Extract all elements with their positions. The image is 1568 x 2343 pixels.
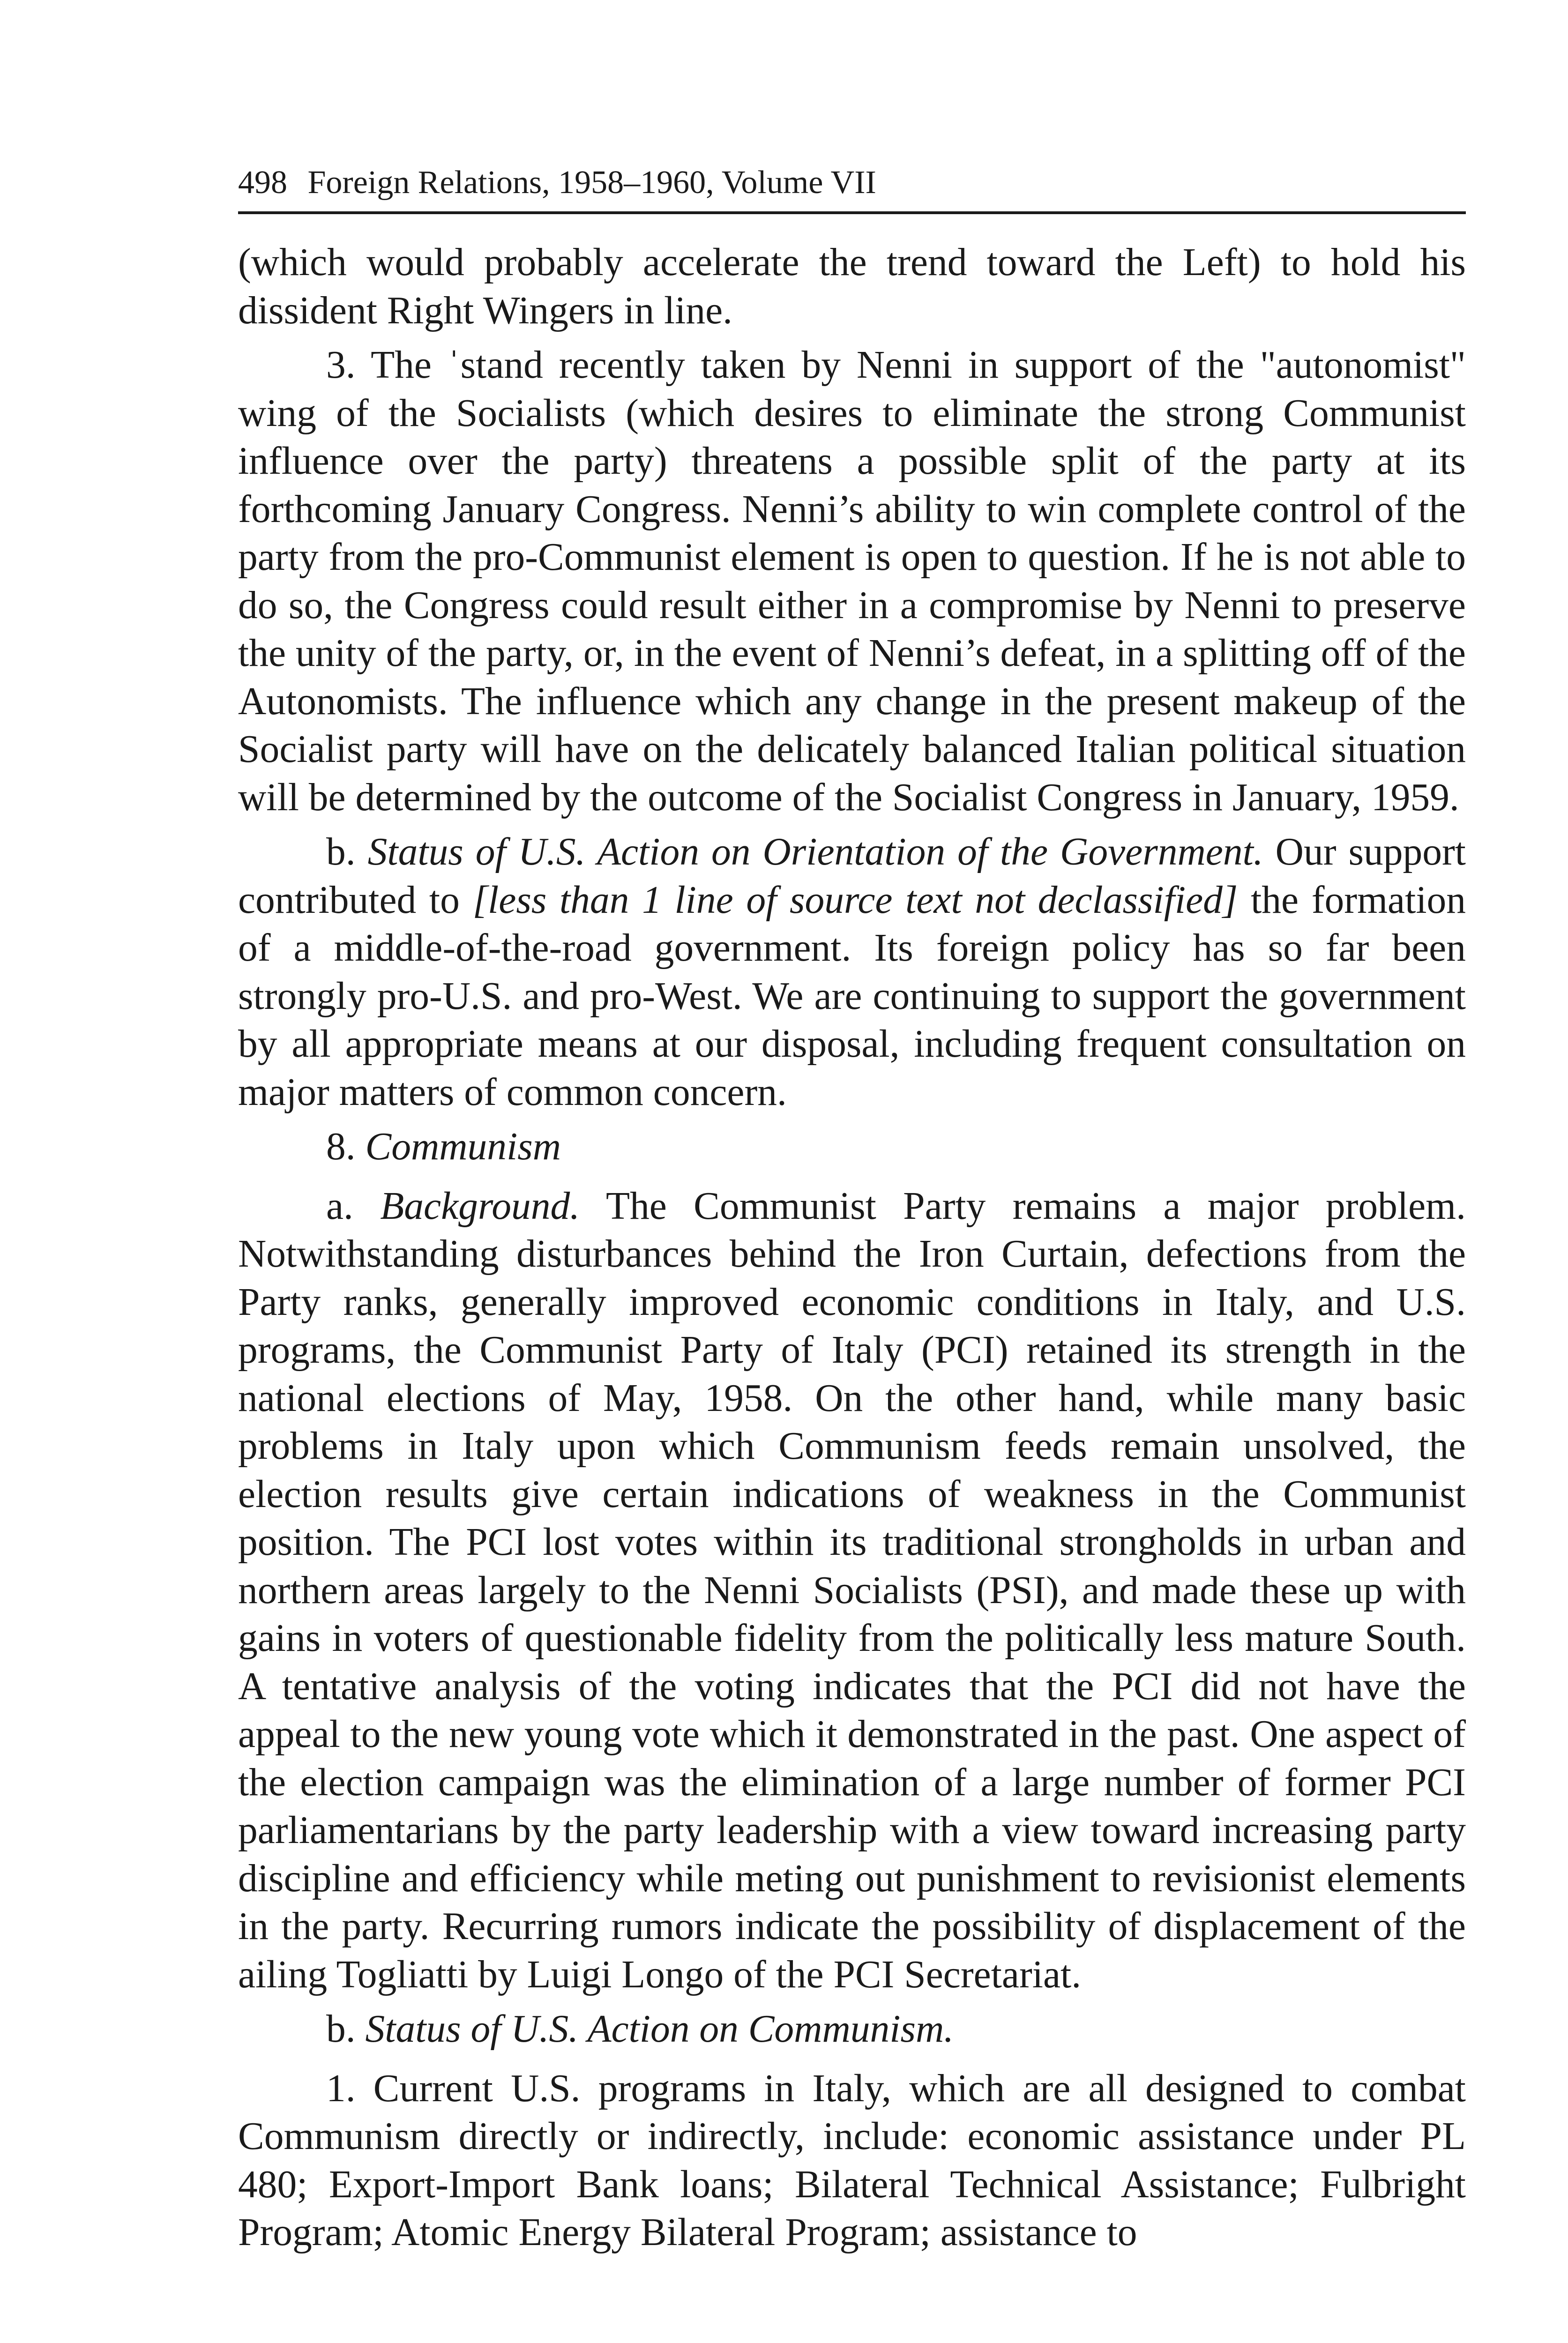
document-page: [238, 166, 1466, 2263]
section-heading: Status of U.S. Action on Orientation of the Government.: [367, 830, 1263, 873]
paragraph-background: [238, 1182, 1466, 1999]
paragraph-text: Our support contributed to: [238, 830, 1466, 922]
body-text: [238, 239, 1466, 2257]
item-label: 8.: [326, 1125, 356, 1168]
paragraph-text: The Communist Party remains a major problem. Notwithstanding disturbances behind the Iron Curtain, defections from the Party ranks, generally improved economic conditions in Italy, and U.S. programs, the Communist Party of Italy (PCI) retained its strength in the national elections of May, 1958. On the other hand, while many basic problems in Italy upon which Communism feeds remain unsolved, the election results give certain indications of weakness in the Communist position. The PCI lost votes within its traditional strongholds in urban and northern areas largely to the Nenni Socialists (PSI), and made these up with gains in voters of questionable fidelity from the politically less mature South. A tentative analysis of the voting indicates that the PCI did not have the appeal to the new young vote which it demonstrated in the past. One aspect of the election campaign was the elimination of a large number of former PCI parliamentarians by the party leadership with a view toward increasing party discipline and efficiency while meting out punishment to revisionist elements in the party. Recurring rumors indicate the possibility of displacement of the ailing Togliatti by Luigi Longo of the PCI Secretariat.: [238, 1184, 1466, 1996]
section-heading: Communism: [365, 1125, 561, 1168]
paragraph-us-programs: 1. Current U.S. programs in Italy, which are all designed to combat Communism directly or indirectly, include: economic assistance under PL 480; Export-Import Bank loans; Bilateral Technical Assistance; Fulbright Program; Atomic Energy Bilateral Program; assistance to: [238, 2067, 1466, 2254]
section-heading: Background.: [380, 1184, 580, 1228]
item-label: b.: [326, 830, 356, 873]
paragraph-status-orientation: [238, 828, 1466, 1116]
declassification-note: [less than 1 line of source text not declassified]: [472, 878, 1238, 922]
paragraph-nenni-stand: 3. The ˈstand recently taken by Nenni in support of the "autonomist" wing of the Socialists (which desires to eliminate the strong Communist influence over the party) threatens a possible split of the party at its forthcoming January Congress. Nenni’s ability to win complete control of the party from the pro-Communist element is open to question. If he is not able to do so, the Congress could result either in a compromise by Nenni to preserve the unity of the party, or, in the event of Nenni’s defeat, in a splitting off of the Autonomists. The influence which any change in the present makeup of the Socialist party will have on the delicately balanced Italian political situation will be determined by the outcome of the Socialist Congress in January, 1959.: [238, 343, 1466, 819]
running-title: Foreign Relations, 1958–1960, Volume VII: [307, 164, 876, 201]
running-header: [238, 166, 1466, 214]
page-number: 498: [238, 164, 287, 201]
item-label: a.: [326, 1184, 353, 1228]
section-heading: Status of U.S. Action on Communism.: [365, 2007, 954, 2051]
item-label: b.: [326, 2007, 356, 2051]
paragraph-continuation: (which would probably accelerate the trend toward the Left) to hold his dissident Right Wingers in line.: [238, 241, 1466, 332]
section-communism: [238, 1123, 1466, 1171]
section-status-communism: [238, 2005, 1466, 2053]
paragraph-text: the formation of a middle-of-the-road government. Its foreign policy has so far been strongly pro-U.S. and pro-West. We are continuing to support the government by all appropriate means at our disposal, including frequent consultation on major matters of common concern.: [238, 878, 1466, 1114]
